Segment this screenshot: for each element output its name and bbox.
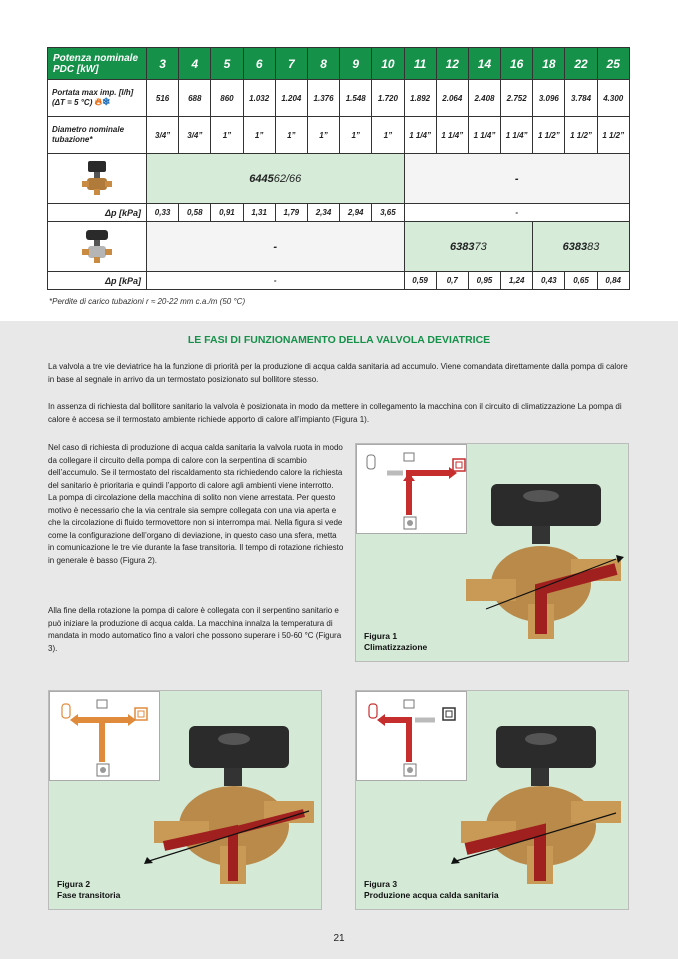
portata-cell: 2.408 bbox=[468, 80, 500, 117]
diametro-cell: 1 1/4” bbox=[468, 117, 500, 154]
diametro-row bbox=[48, 117, 630, 154]
valve-a-row bbox=[48, 154, 630, 204]
power-cell: 6 bbox=[243, 48, 275, 80]
figure-2-caption bbox=[57, 879, 120, 901]
figure-1-label: Figura 1 bbox=[364, 631, 398, 641]
figure-1-caption bbox=[364, 631, 427, 653]
header-label-line1: Potenza nominale bbox=[53, 52, 139, 64]
diametro-cell: 1” bbox=[340, 117, 372, 154]
power-cell: 14 bbox=[468, 48, 500, 80]
section-title: LE FASI DI FUNZIONAMENTO DELLA VALVOLA DEVIATRICE bbox=[187, 334, 491, 346]
valve-a-na-cell: - bbox=[404, 154, 629, 204]
paragraph-3: Nel caso di richiesta di produzione di acqua calda sanitaria la valvola ruota in modo da collegare il circuito della pompa di calore con la serpentina di scambio dell’accumulo. Se il termostato del riscaldamento sta richiedendo calore la richiesta del sanitario è prioritaria e quindi l’apporto di calore agli ambienti viene interrotto. La pompa di circolazione della macchina di solito non viene arrestata. Per questo motivo è necessario che la via centrale sia sempre collegata con una via aperta e che la circolazione di fluido termovettore non si interrompa mai. Nella figura si vede come la configurazione dell’organo di deviazione, in questo caso una sfera, metta in comunicazione le tre vie durante la fase transitoria. Il tempo di rotazione richiesto in generale è basso (Figura 2). bbox=[48, 443, 344, 565]
dp-a-cell: 1,79 bbox=[275, 204, 307, 222]
diametro-cell: 3/4” bbox=[147, 117, 179, 154]
dp-b-cell: 0,65 bbox=[565, 272, 597, 290]
valve-b-code1-light: 73 bbox=[474, 240, 487, 253]
power-cell: 11 bbox=[404, 48, 436, 80]
dp-b-cell: 0,7 bbox=[436, 272, 468, 290]
diametro-label-line2: tubazione* bbox=[52, 135, 93, 144]
diametro-cell: 1 1/4” bbox=[404, 117, 436, 154]
power-cell: 25 bbox=[597, 48, 629, 80]
dp-a-cell: 0,58 bbox=[179, 204, 211, 222]
dp-b-na-cell: - bbox=[147, 272, 405, 290]
valve-b-code2-strong: 6383 bbox=[562, 240, 588, 253]
flame-icon: 🔥︎ bbox=[94, 97, 102, 108]
portata-label-line1: Portata max imp. [l/h] bbox=[52, 88, 134, 97]
diametro-cell: 1” bbox=[211, 117, 243, 154]
power-cell: 3 bbox=[147, 48, 179, 80]
valve-cutaway-image bbox=[144, 721, 319, 891]
power-cell: 22 bbox=[565, 48, 597, 80]
power-cell: 5 bbox=[211, 48, 243, 80]
portata-cell: 2.752 bbox=[501, 80, 533, 117]
figure-3-caption bbox=[364, 879, 499, 901]
diametro-cell: 1” bbox=[275, 117, 307, 154]
valve-b-code2-light: 83 bbox=[587, 240, 600, 253]
dp-a-na-cell: - bbox=[404, 204, 629, 222]
portata-cell: 516 bbox=[147, 80, 179, 117]
figure-2-title: Fase transitoria bbox=[57, 890, 121, 900]
diametro-cell: 1 1/2” bbox=[597, 117, 629, 154]
diametro-cell: 1” bbox=[307, 117, 339, 154]
dp-b-row bbox=[48, 272, 630, 290]
portata-cell: 2.064 bbox=[436, 80, 468, 117]
dp-b-label: Δp [kPa] bbox=[48, 272, 147, 290]
snowflake-icon: ❄ bbox=[101, 97, 111, 108]
valve-b-na-cell: - bbox=[147, 222, 405, 272]
dp-a-row bbox=[48, 204, 630, 222]
dp-a-cell: 0,33 bbox=[147, 204, 179, 222]
valve-b-code1-strong: 6383 bbox=[450, 240, 475, 253]
portata-cell: 3.784 bbox=[565, 80, 597, 117]
portata-label-line2: (ΔT = 5 °C) bbox=[52, 98, 93, 107]
figure-2-label: Figura 2 bbox=[57, 879, 91, 889]
diametro-cell: 1 1/4” bbox=[501, 117, 533, 154]
dp-a-cell: 1,31 bbox=[243, 204, 275, 222]
valve-cutaway-image bbox=[466, 474, 626, 644]
diametro-label bbox=[48, 117, 147, 154]
power-cell: 12 bbox=[436, 48, 468, 80]
diametro-label-line1: Diametro nominale bbox=[52, 125, 125, 134]
valve-a-image bbox=[48, 154, 147, 204]
diametro-cell: 1” bbox=[372, 117, 404, 154]
valve-b-image bbox=[48, 222, 147, 272]
power-cell: 7 bbox=[275, 48, 307, 80]
dp-b-cell: 0,95 bbox=[468, 272, 500, 290]
spec-table bbox=[47, 47, 630, 290]
dp-a-cell: 3,65 bbox=[372, 204, 404, 222]
portata-cell: 1.720 bbox=[372, 80, 404, 117]
power-cell: 10 bbox=[372, 48, 404, 80]
portata-label bbox=[48, 80, 147, 117]
valve-cutaway-image bbox=[451, 721, 626, 891]
dp-b-cell: 1,24 bbox=[501, 272, 533, 290]
valve-b-code1-cell bbox=[404, 222, 533, 272]
paragraph-1: La valvola a tre vie deviatrice ha la funzione di priorità per la produzione di acqua calda sanitaria ad accumulo. Viene comandata direttamente dalla pompa di calore in base al segnale in arrivo da un termostato posizionato sul bollitore stesso. bbox=[48, 362, 628, 384]
figure-3-label: Figura 3 bbox=[364, 879, 398, 889]
portata-cell: 860 bbox=[211, 80, 243, 117]
diametro-cell: 1” bbox=[243, 117, 275, 154]
valve-b-row bbox=[48, 222, 630, 272]
header-label bbox=[48, 48, 147, 80]
portata-row bbox=[48, 80, 630, 117]
footnote: *Perdite di carico tubazioni r ≈ 20-22 mm c.a./m (50 °C) bbox=[49, 297, 246, 306]
dp-b-cell: 0,43 bbox=[533, 272, 565, 290]
valve-a-code-strong: 6445 bbox=[249, 172, 274, 185]
dp-a-cell: 2,94 bbox=[340, 204, 372, 222]
diametro-cell: 3/4” bbox=[179, 117, 211, 154]
portata-cell: 1.376 bbox=[307, 80, 339, 117]
page-number: 21 bbox=[333, 933, 345, 944]
diametro-cell: 1 1/2” bbox=[533, 117, 565, 154]
dp-b-cell: 0,84 bbox=[597, 272, 629, 290]
valve-a-code-cell bbox=[147, 154, 405, 204]
dp-a-cell: 2,34 bbox=[307, 204, 339, 222]
valve-b-code2-cell bbox=[533, 222, 630, 272]
dp-b-cell: 0,59 bbox=[404, 272, 436, 290]
diametro-cell: 1 1/4” bbox=[436, 117, 468, 154]
power-cell: 18 bbox=[533, 48, 565, 80]
figure-1 bbox=[355, 443, 629, 662]
portata-cell: 688 bbox=[179, 80, 211, 117]
portata-cell: 3.096 bbox=[533, 80, 565, 117]
valve-actuator-icon bbox=[77, 226, 117, 266]
figure-2 bbox=[48, 690, 322, 910]
power-cell: 9 bbox=[340, 48, 372, 80]
figure-3 bbox=[355, 690, 629, 910]
figure-1-title: Climatizzazione bbox=[364, 642, 428, 652]
dp-a-cell: 0,91 bbox=[211, 204, 243, 222]
power-cell: 16 bbox=[501, 48, 533, 80]
header-row bbox=[48, 48, 630, 80]
paragraph-4: Alla fine della rotazione la pompa di calore è collegata con il serpentino sanitario e può iniziare la produzione di acqua calda. La macchina innalza la temperatura di mandata in modo automatico fino a valori che possono superare i 50-60 °C (Figura 3). bbox=[48, 606, 342, 653]
portata-cell: 1.548 bbox=[340, 80, 372, 117]
dp-a-label: Δp [kPa] bbox=[48, 204, 147, 222]
power-cell: 4 bbox=[179, 48, 211, 80]
header-label-line2: PDC [kW] bbox=[53, 63, 99, 75]
valve-a-code-light: 62/66 bbox=[273, 172, 302, 185]
portata-cell: 4.300 bbox=[597, 80, 629, 117]
figure-1-schema bbox=[356, 444, 467, 534]
portata-cell: 1.204 bbox=[275, 80, 307, 117]
paragraph-2: In assenza di richiesta dal bollitore sanitario la valvola è posizionata in modo da mettere in collegamento la macchina con il circuito di climatizzazione La pompa di calore è accesa se il termostato ambiente richiede apporto di calore all’impianto (Figura 1). bbox=[48, 402, 622, 424]
portata-cell: 1.032 bbox=[243, 80, 275, 117]
diametro-cell: 1 1/2” bbox=[565, 117, 597, 154]
figure-3-title: Produzione acqua calda sanitaria bbox=[364, 890, 499, 900]
valve-actuator-icon bbox=[77, 158, 117, 198]
flow-schema-icon bbox=[357, 445, 468, 535]
power-cell: 8 bbox=[307, 48, 339, 80]
portata-cell: 1.892 bbox=[404, 80, 436, 117]
